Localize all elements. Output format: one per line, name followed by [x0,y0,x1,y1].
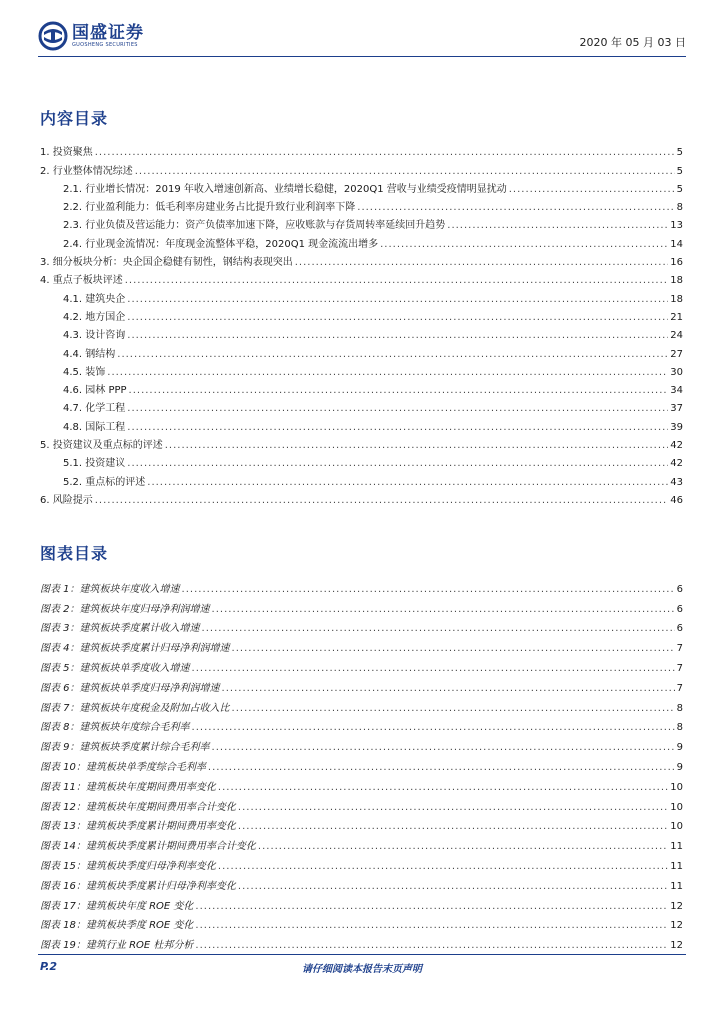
toc-list [40,141,683,507]
figure-entry[interactable] [40,754,683,774]
dot-leader [195,940,668,952]
dot-leader [127,312,668,324]
figure-entry-label: 图表 4：建筑板块季度累计归母净利润增速 [40,643,230,655]
figure-entry[interactable] [40,576,683,596]
toc-title: 内容目录 [40,109,109,128]
toc-entry-label: 2.1. 行业增长情况：2019 年收入增速创新高、业绩增长稳健，2020Q1 营收与业绩受疫情明显扰动 [63,183,507,195]
toc-entry-page: 46 [670,494,683,506]
toc-entry-page: 21 [670,311,683,323]
toc-entry-page: 27 [670,348,683,360]
dot-leader [127,458,668,470]
toc-entry[interactable] [40,306,683,324]
toc-entry-label: 4.8. 国际工程 [63,421,126,433]
figure-entry-page: 7 [676,662,683,674]
dot-leader [212,604,675,616]
toc-entry-page: 43 [670,476,683,488]
figure-entry-page: 9 [676,742,683,754]
dot-leader [125,275,669,287]
dot-leader [232,703,675,715]
figure-entry[interactable] [40,814,683,834]
report-date: 2020 年 05 月 03 日 [579,36,686,49]
dot-leader [192,722,675,734]
company-logo [38,20,144,52]
toc-entry[interactable] [40,159,683,177]
figure-entry[interactable] [40,616,683,636]
dot-leader [212,742,675,754]
toc-entry-page: 5 [676,183,683,195]
figure-entry-label: 图表 17：建筑板块年度 ROE 变化 [40,900,194,912]
figure-entry-page: 11 [670,841,683,853]
figure-entry-label: 图表 6：建筑板块单季度归母净利润增速 [40,682,220,694]
figure-entry-label: 图表 19：建筑行业 ROE 杜邦分析 [40,940,194,952]
toc-entry-label: 5.1. 投资建议 [63,458,126,470]
toc-entry[interactable] [40,342,683,360]
dot-leader [127,294,668,306]
dot-leader [238,881,668,893]
toc-entry[interactable] [40,214,683,232]
dot-leader [127,403,668,415]
figure-entry-page: 9 [676,761,683,773]
toc-entry-label: 2.3. 行业负债及营运能力：资产负债率加速下降，应收账款与存货周转率延续回升趋势 [63,220,446,232]
dot-leader [218,782,668,794]
dot-leader [95,147,675,159]
figure-entry-label: 图表 15：建筑板块季度归母净利率变化 [40,860,216,872]
figure-entry-label: 图表 14：建筑板块季度累计期间费用率合计变化 [40,841,256,853]
figure-entry-page: 12 [670,920,683,932]
dot-leader [295,257,669,269]
figure-entry-page: 12 [670,940,683,952]
toc-entry-page: 39 [670,421,683,433]
toc-entry-label: 3. 细分板块分析：央企国企稳健有韧性，钢结构表现突出 [40,257,293,269]
guosheng-logo-icon [38,21,68,51]
figure-entry[interactable] [40,774,683,794]
header-divider [38,56,686,57]
toc-entry[interactable] [40,196,683,214]
figure-entry-label: 图表 10：建筑板块单季度综合毛利率 [40,761,206,773]
toc-entry-page: 14 [670,238,683,250]
figure-entry-page: 8 [676,722,683,734]
figure-entry[interactable] [40,893,683,913]
dot-leader [218,861,668,873]
toc-entry-page: 18 [670,275,683,287]
dot-leader [117,349,668,361]
dot-leader [447,220,668,232]
dot-leader [222,683,675,695]
figure-entry-label: 图表 12：建筑板块年度期间费用率合计变化 [40,801,236,813]
toc-entry-page: 13 [670,220,683,232]
dot-leader [95,495,669,507]
figure-entry[interactable] [40,794,683,814]
footer-divider [38,954,686,955]
dot-leader [380,239,668,251]
dot-leader [147,477,668,489]
figure-entry-label: 图表 11：建筑板块年度期间费用率变化 [40,781,216,793]
figure-entry-page: 8 [676,702,683,714]
figure-entry-page: 6 [676,623,683,635]
toc-entry[interactable] [40,141,683,159]
toc-entry-label: 4.4. 钢结构 [63,348,116,360]
figure-entry-label: 图表 16：建筑板块季度累计归母净利率变化 [40,880,236,892]
toc-entry[interactable] [40,361,683,379]
toc-entry-page: 16 [670,257,683,269]
figure-entry-page: 11 [670,880,683,892]
toc-entry-label: 4.5. 装饰 [63,366,106,378]
toc-entry-label: 2.2. 行业盈利能力：低毛利率房建业务占比提升致行业利润率下降 [63,202,356,214]
toc-entry-label: 2. 行业整体情况综述 [40,165,133,177]
dot-leader [357,202,674,214]
figure-list [40,576,683,952]
toc-entry-label: 4.3. 设计咨询 [63,330,126,342]
logo-english-name: GUOSHENG SECURITIES [72,41,138,48]
figure-entry-page: 10 [670,781,683,793]
figure-entry[interactable] [40,596,683,616]
dot-leader [127,422,668,434]
dot-leader [195,920,668,932]
dot-leader [192,663,675,675]
figure-entry-label: 图表 1：建筑板块年度收入增速 [40,583,180,595]
toc-entry-page: 24 [670,330,683,342]
toc-entry[interactable] [40,434,683,452]
toc-entry-label: 4.6. 园林 PPP [63,385,127,397]
figure-entry[interactable] [40,833,683,853]
figure-entry[interactable] [40,913,683,933]
toc-entry-page: 30 [670,366,683,378]
logo-chinese-name: 国盛证券 [72,22,144,43]
dot-leader [135,166,675,178]
toc-entry-page: 5 [676,147,683,159]
dot-leader [238,802,668,814]
figure-entry-page: 12 [670,900,683,912]
toc-entry-label: 5.2. 重点标的评述 [63,476,146,488]
figure-entry-label: 图表 7：建筑板块年度税金及附加占收入比 [40,702,230,714]
dot-leader [127,330,668,342]
figure-entry-page: 7 [676,643,683,655]
figure-entry[interactable] [40,655,683,675]
figure-entry-label: 图表 9：建筑板块季度累计综合毛利率 [40,742,210,754]
toc-entry-page: 37 [670,403,683,415]
dot-leader [509,184,675,196]
toc-entry[interactable] [40,452,683,470]
toc-entry-label: 5. 投资建议及重点标的评述 [40,440,163,452]
figure-entry-page: 10 [670,801,683,813]
figure-entry-page: 6 [676,603,683,615]
figure-entry[interactable] [40,695,683,715]
toc-entry-label: 2.4. 行业现金流情况：年度现金流整体平稳，2020Q1 现金流流出增多 [63,238,379,250]
dot-leader [232,643,675,655]
figure-entry-page: 7 [676,682,683,694]
toc-entry[interactable] [40,397,683,415]
figure-entry-label: 图表 13：建筑板块季度累计期间费用率变化 [40,821,236,833]
toc-entry[interactable] [40,379,683,397]
figure-entry-label: 图表 3：建筑板块季度累计收入增速 [40,623,200,635]
figure-entry[interactable] [40,635,683,655]
toc-entry-page: 5 [676,165,683,177]
dot-leader [182,584,675,596]
toc-entry-label: 6. 风险提示 [40,494,93,506]
figure-entry-label: 图表 5：建筑板块单季度收入增速 [40,662,190,674]
toc-entry-page: 34 [670,385,683,397]
toc-entry-page: 18 [670,293,683,305]
page-number: P.2 [40,960,58,973]
dot-leader [165,440,669,452]
figure-entry[interactable] [40,853,683,873]
figure-entry[interactable] [40,715,683,735]
toc-entry[interactable] [40,232,683,250]
toc-entry[interactable] [40,324,683,342]
disclaimer-note: 请仔细阅读本报告末页声明 [302,964,422,975]
figure-entry[interactable] [40,932,683,952]
toc-entry-label: 1. 投资聚焦 [40,147,93,159]
dot-leader [202,623,675,635]
toc-entry-label: 4.2. 地方国企 [63,311,126,323]
figure-entry[interactable] [40,734,683,754]
dot-leader [258,841,668,853]
figure-entry[interactable] [40,675,683,695]
toc-entry-page: 8 [676,202,683,214]
figure-list-title: 图表目录 [40,544,109,563]
toc-entry-page: 42 [670,458,683,470]
dot-leader [238,821,668,833]
toc-entry-label: 4.1. 建筑央企 [63,293,126,305]
page-header [38,20,686,52]
figure-entry-page: 11 [670,860,683,872]
figure-entry-label: 图表 8：建筑板块年度综合毛利率 [40,722,190,734]
figure-entry-page: 6 [676,583,683,595]
toc-entry[interactable] [40,489,683,507]
figure-entry[interactable] [40,873,683,893]
figure-entry-page: 10 [670,821,683,833]
figure-entry-label: 图表 2：建筑板块年度归母净利润增速 [40,603,210,615]
toc-entry[interactable] [40,251,683,269]
dot-leader [195,901,668,913]
dot-leader [107,367,668,379]
figure-entry-label: 图表 18：建筑板块季度 ROE 变化 [40,920,194,932]
toc-entry-label: 4. 重点子板块评述 [40,275,123,287]
dot-leader [129,385,669,397]
toc-entry[interactable] [40,178,683,196]
dot-leader [208,762,675,774]
toc-entry[interactable] [40,415,683,433]
toc-entry[interactable] [40,470,683,488]
toc-entry-page: 42 [670,440,683,452]
toc-entry[interactable] [40,287,683,305]
toc-entry[interactable] [40,269,683,287]
toc-entry-label: 4.7. 化学工程 [63,403,126,415]
